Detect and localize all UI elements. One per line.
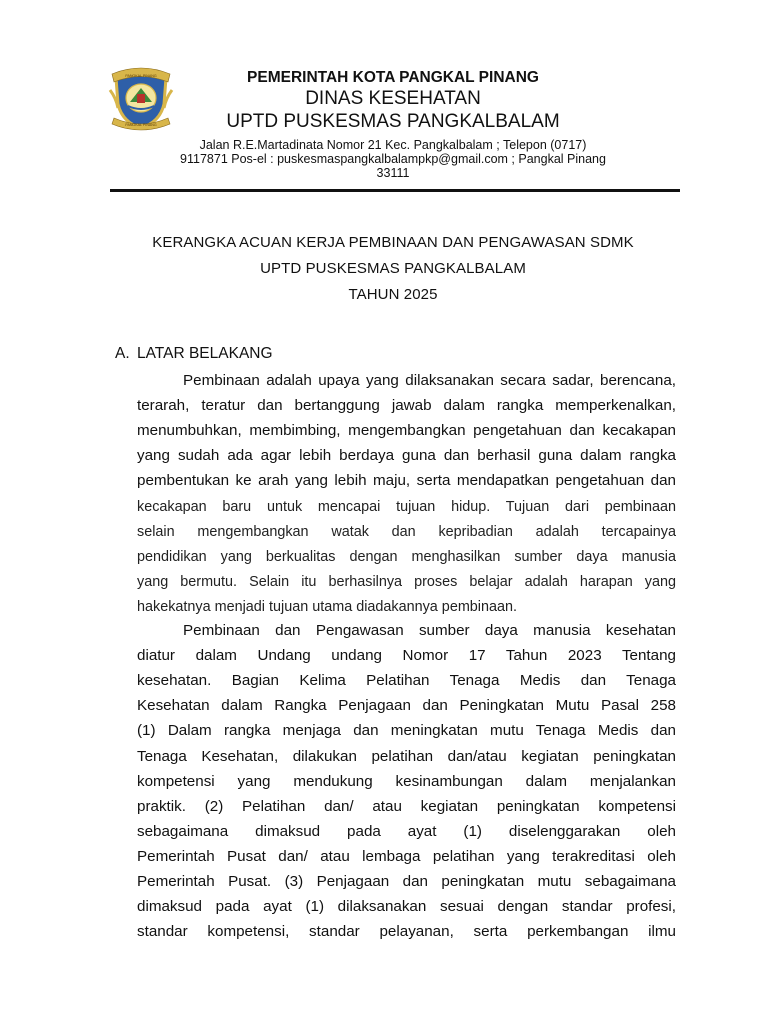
letterhead-address-line: 33111 <box>376 166 410 180</box>
paragraph-line: Pemerintah Pusat. (3) Penjagaan dan peningkatan mutu sebagaimana <box>137 873 676 890</box>
paragraph-line: yang sudah ada agar lebih berdaya guna dan berhasil guna dalam rangka <box>137 447 676 465</box>
logo-bottom-ribbon: PANGKAL PINANG <box>125 123 157 127</box>
paragraph-line: pembentukan ke arah yang lebih maju, serta mendapatkan pengetahuan dan <box>137 472 676 490</box>
paragraph-line: pendidikan yang berkualitas dengan menghasilkan sumber daya manusia <box>137 548 676 565</box>
paragraph-line: sebagaimana dimaksud pada ayat (1) diselenggarakan oleh <box>137 822 676 840</box>
letterhead-agency: DINAS KESEHATAN <box>305 88 481 109</box>
paragraph-line: diatur dalam Undang undang Nomor 17 Tahun 2023 Tentang <box>137 647 676 665</box>
paragraph-line: terarah, teratur dan bertanggung jawab dalam rangka memperkenalkan, <box>137 397 676 415</box>
paragraph-line: Pembinaan dan Pengawasan sumber daya manusia kesehatan <box>183 622 676 639</box>
letterhead-divider <box>110 189 680 192</box>
logo-top-ribbon: PANGKAL PINANG <box>125 74 157 78</box>
paragraph-line: Tenaga Kesehatan, dilakukan pelatihan dan/atau kegiatan peningkatan <box>137 747 676 765</box>
letterhead-unit: UPTD PUSKESMAS PANGKALBALAM <box>226 111 560 132</box>
section-number: A. <box>115 345 130 362</box>
document-title: KERANGKA ACUAN KERJA PEMBINAAN DAN PENGAWASAN SDMK <box>152 234 634 251</box>
paragraph-line: Pembinaan adalah upaya yang dilaksanakan secara sadar, berencana, <box>183 372 676 389</box>
section-heading-text: LATAR BELAKANG <box>137 345 273 362</box>
paragraph-line: Pemerintah Pusat dan/ atau lembaga pelatihan yang terakreditasi oleh <box>137 847 676 865</box>
paragraph-line: yang bermutu. Selain itu berhasilnya proses belajar adalah harapan yang <box>137 573 676 590</box>
paragraph-line: menumbuhkan, membimbing, mengembangkan pengetahuan dan kecakapan <box>137 422 676 440</box>
paragraph-line: kompetensi yang mendukung kesinambungan dalam menjalankan <box>137 772 676 790</box>
paragraph-line: hakekatnya menjadi tujuan utama diadakannya pembinaan. <box>137 598 518 615</box>
paragraph-line: selain mengembangkan watak dan kepribadian adalah tercapainya <box>137 523 676 540</box>
document-subtitle: UPTD PUSKESMAS PANGKALBALAM <box>260 260 526 277</box>
section-heading <box>115 345 273 363</box>
paragraph-line: Kesehatan dalam Rangka Penjagaan dan Peningkatan Mutu Pasal 258 <box>137 697 676 715</box>
paragraph-line: kecakapan baru untuk mencapai tujuan hidup. Tujuan dari pembinaan <box>137 498 676 515</box>
document-year: TAHUN 2025 <box>348 286 438 303</box>
letterhead-address-line: 9117871 Pos-el : puskesmaspangkalbalampkp@gmail.com ; Pangkal Pinang <box>180 152 606 166</box>
paragraph-line: (1) Dalam rangka menjaga dan meningkatan mutu Tenaga Medis dan <box>137 722 676 740</box>
letterhead-address-line: Jalan R.E.Martadinata Nomor 21 Kec. Pangkalbalam ; Telepon (0717) <box>199 138 587 152</box>
paragraph-line: kesehatan. Bagian Kelima Pelatihan Tenaga Medis dan Tenaga <box>137 672 676 690</box>
letterhead-government: PEMERINTAH KOTA PANGKAL PINANG <box>247 69 539 86</box>
paragraph-line: praktik. (2) Pelatihan dan/ atau kegiatan peningkatan kompetensi <box>137 797 676 815</box>
paragraph-line: dimaksud pada ayat (1) dilaksanakan sesuai dengan standar profesi, <box>137 898 676 916</box>
paragraph-line: standar kompetensi, standar pelayanan, serta perkembangan ilmu <box>137 923 676 941</box>
